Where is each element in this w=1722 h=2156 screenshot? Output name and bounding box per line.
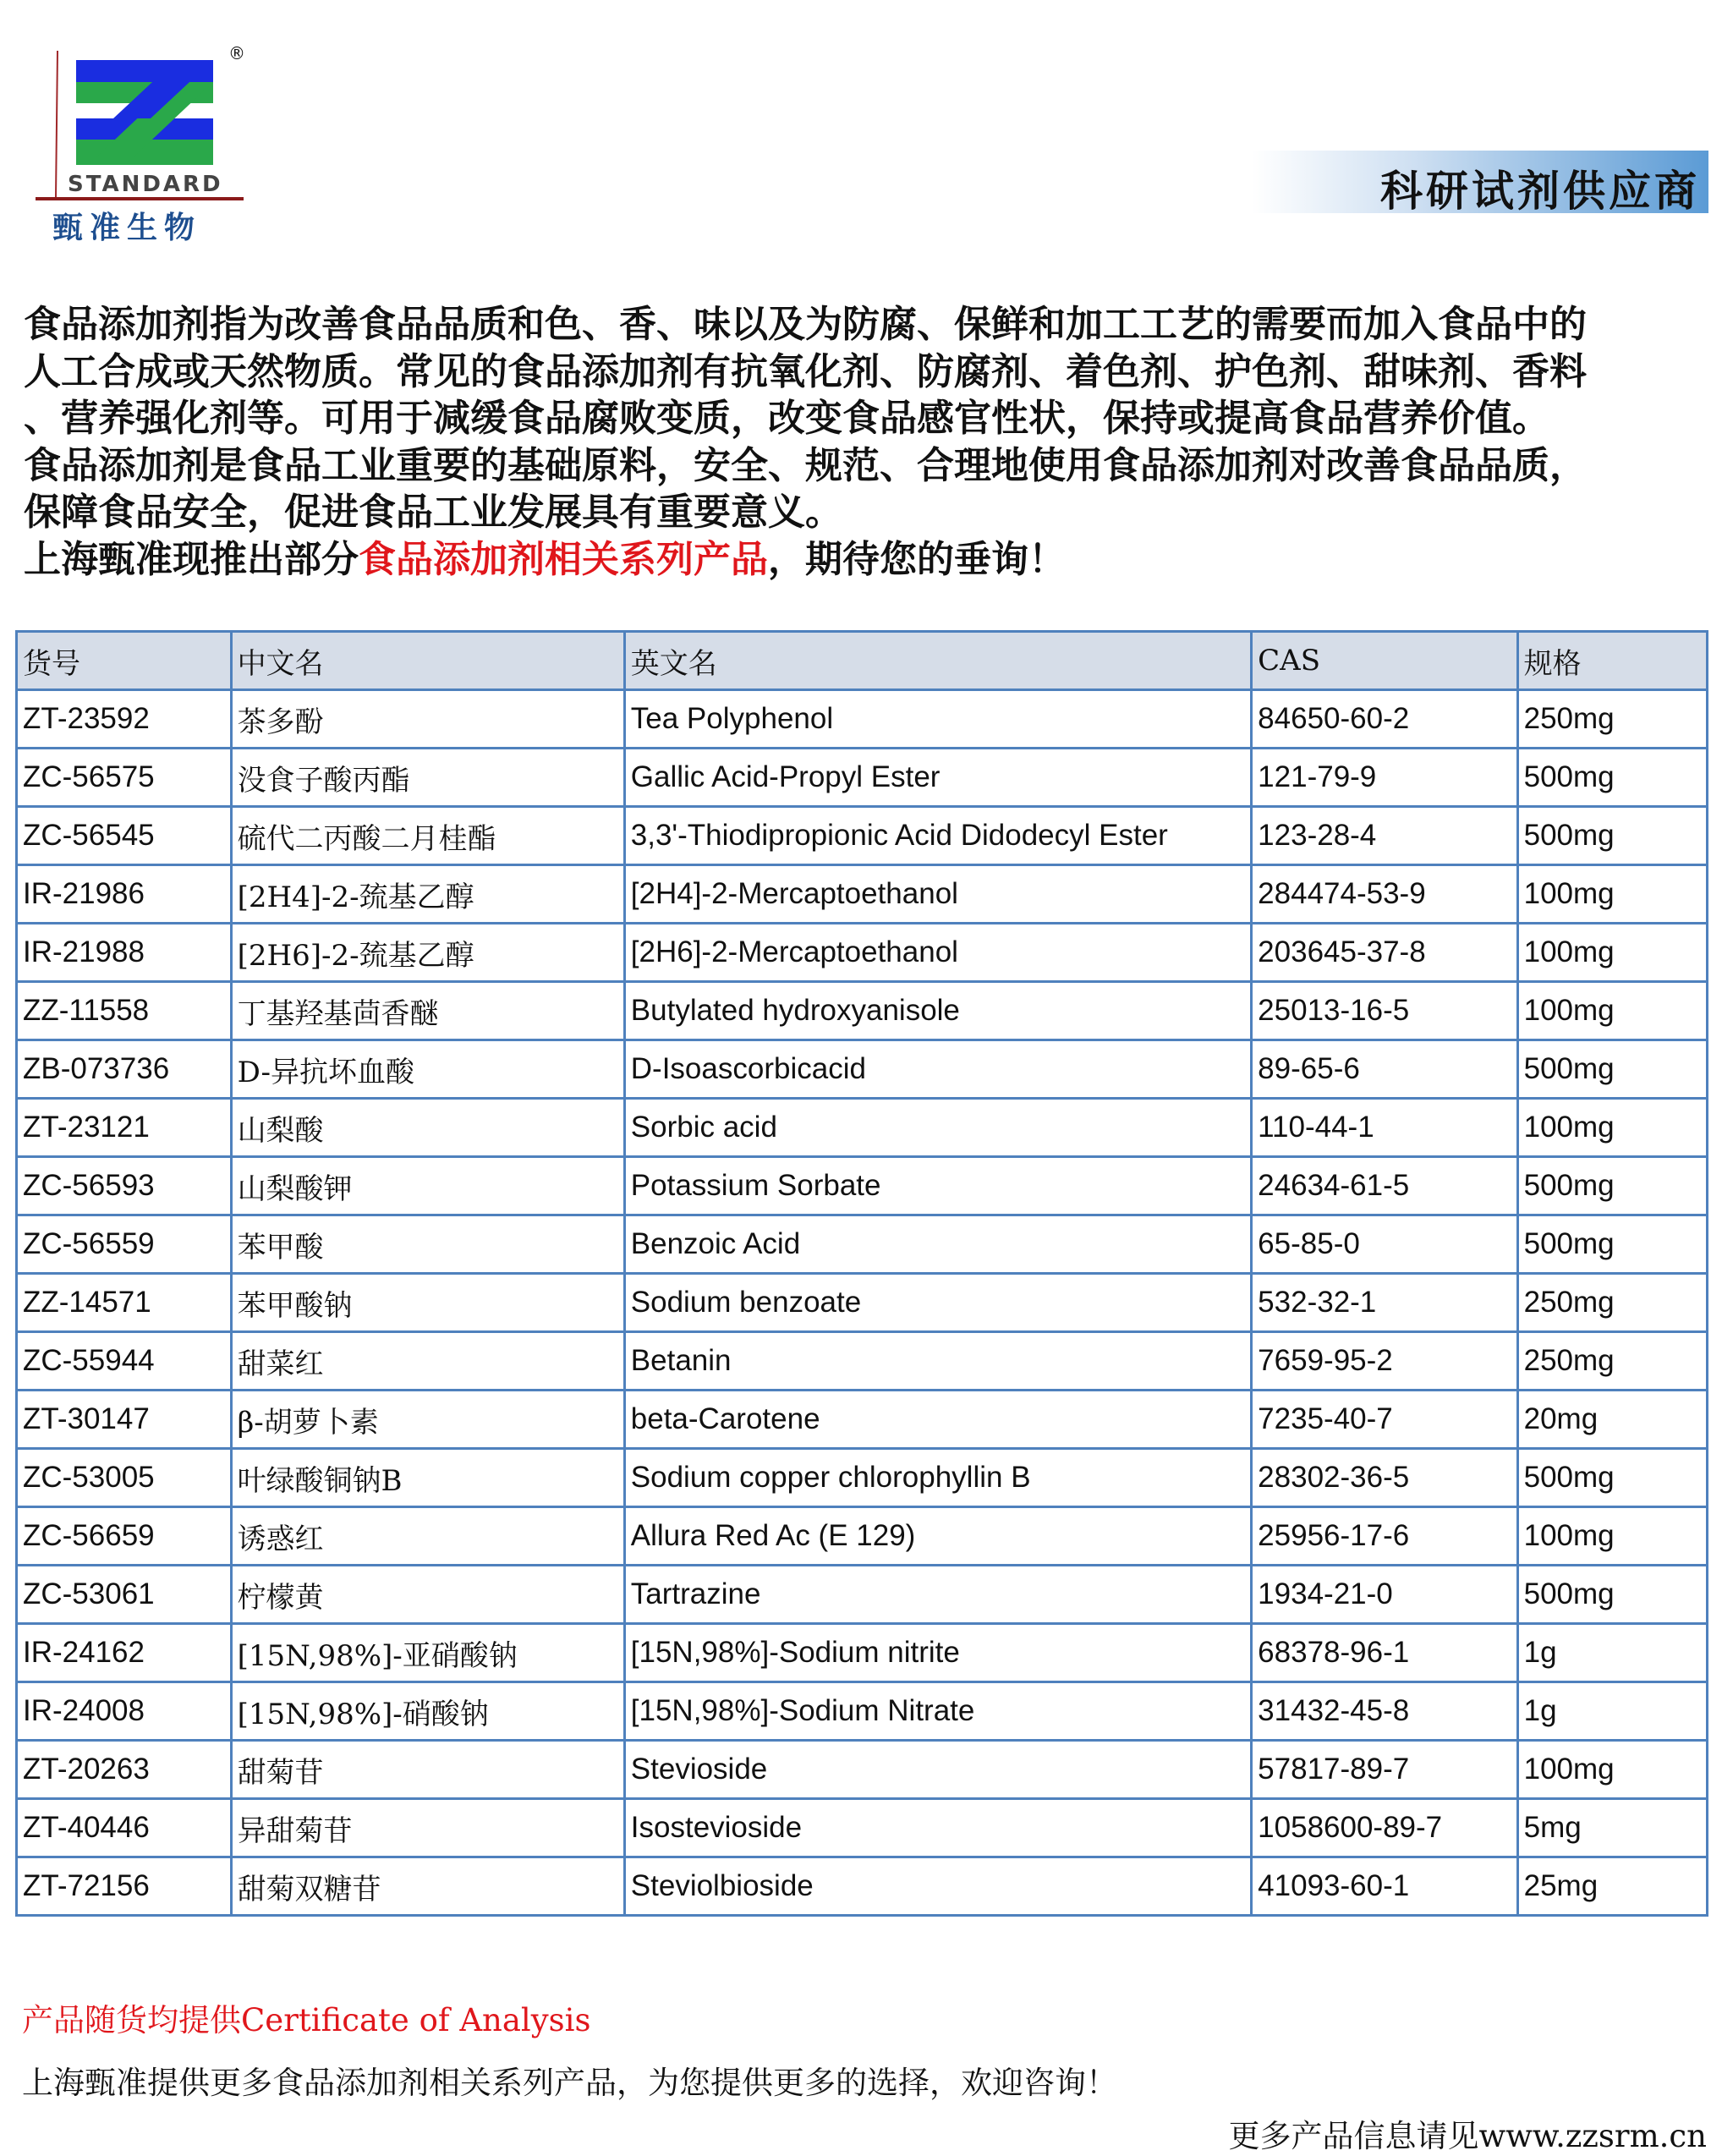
cell-spec: 20mg: [1517, 1391, 1707, 1449]
table-row: [17, 1682, 1708, 1741]
cell-english-name: Benzoic Acid: [624, 1215, 1251, 1274]
cell-cas: 25956-17-6: [1252, 1507, 1517, 1566]
cell-item-number: ZC-56659: [17, 1507, 232, 1566]
table-row: [17, 924, 1708, 982]
banner-text: 科研试剂供应商: [1380, 166, 1700, 216]
column-header-english-name: 英文名: [624, 632, 1251, 690]
cell-spec: 500mg: [1517, 1566, 1707, 1624]
table-row: [17, 690, 1708, 749]
cell-cas: 121-79-9: [1252, 749, 1517, 807]
table-row: [17, 1741, 1708, 1799]
intro-line: [24, 536, 1707, 584]
cell-spec: 500mg: [1517, 1040, 1707, 1099]
cell-chinese-name: [2H4]-2-巯基乙醇: [231, 865, 624, 924]
intro-prefix: 上海甄准现推出部分: [24, 537, 359, 581]
cell-english-name: beta-Carotene: [624, 1391, 1251, 1449]
cell-chinese-name: 甜菊苷: [231, 1741, 624, 1799]
cell-cas: 7235-40-7: [1252, 1391, 1517, 1449]
cell-cas: 41093-60-1: [1252, 1857, 1517, 1916]
cell-cas: 1058600-89-7: [1252, 1799, 1517, 1857]
cell-cas: 84650-60-2: [1252, 690, 1517, 749]
cell-item-number: ZT-72156: [17, 1857, 232, 1916]
cell-spec: 500mg: [1517, 807, 1707, 865]
cell-english-name: Sodium benzoate: [624, 1274, 1251, 1332]
coa-note: 产品随货均提供Certificate of Analysis: [22, 2002, 591, 2038]
cell-chinese-name: 柠檬黄: [231, 1566, 624, 1624]
cell-cas: 1934-21-0: [1252, 1566, 1517, 1624]
cell-spec: 500mg: [1517, 1449, 1707, 1507]
table-header-row: [17, 632, 1708, 690]
cell-english-name: Isostevioside: [624, 1799, 1251, 1857]
cell-chinese-name: D-异抗坏血酸: [231, 1040, 624, 1099]
cell-english-name: Potassium Sorbate: [624, 1157, 1251, 1215]
cell-english-name: Allura Red Ac (E 129): [624, 1507, 1251, 1566]
cell-item-number: ZC-53061: [17, 1566, 232, 1624]
logo-brand-cn: 甄准生物: [52, 211, 202, 245]
cell-chinese-name: 硫代二丙酸二月桂酯: [231, 807, 624, 865]
cell-cas: 31432-45-8: [1252, 1682, 1517, 1741]
cell-spec: 5mg: [1517, 1799, 1707, 1857]
cell-english-name: Tartrazine: [624, 1566, 1251, 1624]
table-row: [17, 1099, 1708, 1157]
cell-cas: 57817-89-7: [1252, 1741, 1517, 1799]
cell-cas: 89-65-6: [1252, 1040, 1517, 1099]
table-row: [17, 982, 1708, 1040]
cell-english-name: 3,3'-Thiodipropionic Acid Didodecyl Ester: [624, 807, 1251, 865]
intro-line: 食品添加剂是食品工业重要的基础原料，安全、规范、合理地使用食品添加剂对改善食品品质，: [24, 443, 1587, 487]
cell-item-number: ZB-073736: [17, 1040, 232, 1099]
cell-cas: 203645-37-8: [1252, 924, 1517, 982]
cell-cas: 7659-95-2: [1252, 1332, 1517, 1391]
table-row: [17, 1040, 1708, 1099]
cell-chinese-name: 丁基羟基茴香醚: [231, 982, 624, 1040]
cell-chinese-name: 甜菊双糖苷: [231, 1857, 624, 1916]
intro-line: 食品添加剂指为改善食品品质和色、香、味以及为防腐、保鲜和加工工艺的需要而加入食品中的: [24, 303, 1587, 346]
cell-english-name: Stevioside: [624, 1741, 1251, 1799]
cell-item-number: ZC-56545: [17, 807, 232, 865]
cell-english-name: [2H6]-2-Mercaptoethanol: [624, 924, 1251, 982]
cell-spec: 250mg: [1517, 1332, 1707, 1391]
table-row: [17, 1157, 1708, 1215]
cell-spec: 500mg: [1517, 749, 1707, 807]
cell-spec: 100mg: [1517, 1099, 1707, 1157]
table-row: [17, 865, 1708, 924]
table-row: [17, 1391, 1708, 1449]
cell-english-name: [15N,98%]-Sodium nitrite: [624, 1624, 1251, 1682]
table-row: [17, 1799, 1708, 1857]
cell-spec: 500mg: [1517, 1157, 1707, 1215]
table-row: [17, 1507, 1708, 1566]
cell-item-number: ZC-55944: [17, 1332, 232, 1391]
cell-chinese-name: 山梨酸钾: [231, 1157, 624, 1215]
supplier-banner: [1252, 151, 1708, 216]
cell-cas: 25013-16-5: [1252, 982, 1517, 1040]
cell-spec: 250mg: [1517, 690, 1707, 749]
cell-english-name: Gallic Acid-Propyl Ester: [624, 749, 1251, 807]
table-row: [17, 1274, 1708, 1332]
cell-cas: 28302-36-5: [1252, 1449, 1517, 1507]
cell-item-number: ZC-56575: [17, 749, 232, 807]
cell-chinese-name: 异甜菊苷: [231, 1799, 624, 1857]
cell-cas: 123-28-4: [1252, 807, 1517, 865]
column-header-item-number: 货号: [17, 632, 232, 690]
cell-item-number: ZT-30147: [17, 1391, 232, 1449]
cell-item-number: ZC-56593: [17, 1157, 232, 1215]
cell-item-number: IR-24162: [17, 1624, 232, 1682]
cell-spec: 1g: [1517, 1624, 1707, 1682]
intro-line: 、营养强化剂等。可用于减缓食品腐败变质，改变食品感官性状，保持或提高食品营养价值。: [24, 397, 1549, 440]
cell-chinese-name: 苯甲酸钠: [231, 1274, 624, 1332]
cell-cas: 68378-96-1: [1252, 1624, 1517, 1682]
table-row: [17, 1215, 1708, 1274]
cell-spec: 500mg: [1517, 1215, 1707, 1274]
cell-chinese-name: 苯甲酸: [231, 1215, 624, 1274]
cell-chinese-name: 山梨酸: [231, 1099, 624, 1157]
cell-chinese-name: 叶绿酸铜钠B: [231, 1449, 624, 1507]
table-row: [17, 807, 1708, 865]
cell-spec: 1g: [1517, 1682, 1707, 1741]
cell-chinese-name: β-胡萝卜素: [231, 1391, 624, 1449]
table-row: [17, 1332, 1708, 1391]
logo-registered-mark: ®: [228, 43, 245, 63]
cell-item-number: ZT-20263: [17, 1741, 232, 1799]
cell-chinese-name: 茶多酚: [231, 690, 624, 749]
product-table: [15, 630, 1708, 1917]
cell-english-name: Sorbic acid: [624, 1099, 1251, 1157]
table-row: [17, 1566, 1708, 1624]
cell-chinese-name: [15N,98%]-亚硝酸钠: [231, 1624, 624, 1682]
cell-english-name: [2H4]-2-Mercaptoethanol: [624, 865, 1251, 924]
cell-english-name: Betanin: [624, 1332, 1251, 1391]
cell-english-name: D-Isoascorbicacid: [624, 1040, 1251, 1099]
company-logo: [32, 43, 252, 245]
cell-english-name: [15N,98%]-Sodium Nitrate: [624, 1682, 1251, 1741]
website-note: 更多产品信息请见www.zzsrm.cn: [1228, 2118, 1707, 2154]
cell-item-number: IR-21986: [17, 865, 232, 924]
cell-chinese-name: 诱惑红: [231, 1507, 624, 1566]
cell-item-number: ZT-23121: [17, 1099, 232, 1157]
cell-cas: 24634-61-5: [1252, 1157, 1517, 1215]
intro-paragraph: [24, 301, 1707, 583]
cell-chinese-name: [15N,98%]-硝酸钠: [231, 1682, 624, 1741]
cell-english-name: Steviolbioside: [624, 1857, 1251, 1916]
cell-item-number: ZC-56559: [17, 1215, 232, 1274]
more-products-note: 上海甄准提供更多食品添加剂相关系列产品，为您提供更多的选择，欢迎咨询！: [22, 2065, 1117, 2101]
column-header-cas: CAS: [1252, 632, 1517, 690]
cell-cas: 284474-53-9: [1252, 865, 1517, 924]
cell-english-name: Tea Polyphenol: [624, 690, 1251, 749]
cell-spec: 100mg: [1517, 982, 1707, 1040]
cell-item-number: IR-24008: [17, 1682, 232, 1741]
cell-item-number: IR-21988: [17, 924, 232, 982]
intro-line: 人工合成或天然物质。常见的食品添加剂有抗氧化剂、防腐剂、着色剂、护色剂、甜味剂、香料: [24, 349, 1587, 393]
logo-brand-en: STANDARD: [68, 172, 223, 197]
column-header-spec: 规格: [1517, 632, 1707, 690]
intro-suffix: ，期待您的垂询！: [768, 537, 1066, 581]
cell-item-number: ZT-23592: [17, 690, 232, 749]
intro-highlight: 食品添加剂相关系列产品: [359, 537, 768, 581]
cell-spec: 100mg: [1517, 865, 1707, 924]
cell-spec: 250mg: [1517, 1274, 1707, 1332]
cell-cas: 65-85-0: [1252, 1215, 1517, 1274]
cell-spec: 25mg: [1517, 1857, 1707, 1916]
table-row: [17, 749, 1708, 807]
cell-english-name: Sodium copper chlorophyllin B: [624, 1449, 1251, 1507]
cell-english-name: Butylated hydroxyanisole: [624, 982, 1251, 1040]
cell-spec: 100mg: [1517, 1741, 1707, 1799]
table-row: [17, 1449, 1708, 1507]
cell-item-number: ZZ-11558: [17, 982, 232, 1040]
cell-item-number: ZT-40446: [17, 1799, 232, 1857]
table-row: [17, 1624, 1708, 1682]
cell-cas: 110-44-1: [1252, 1099, 1517, 1157]
cell-item-number: ZC-53005: [17, 1449, 232, 1507]
cell-item-number: ZZ-14571: [17, 1274, 232, 1332]
cell-cas: 532-32-1: [1252, 1274, 1517, 1332]
cell-spec: 100mg: [1517, 924, 1707, 982]
column-header-chinese-name: 中文名: [231, 632, 624, 690]
cell-spec: 100mg: [1517, 1507, 1707, 1566]
cell-chinese-name: [2H6]-2-巯基乙醇: [231, 924, 624, 982]
intro-line: 保障食品安全，促进食品工业发展具有重要意义。: [24, 491, 842, 534]
cell-chinese-name: 甜菜红: [231, 1332, 624, 1391]
table-row: [17, 1857, 1708, 1916]
cell-chinese-name: 没食子酸丙酯: [231, 749, 624, 807]
